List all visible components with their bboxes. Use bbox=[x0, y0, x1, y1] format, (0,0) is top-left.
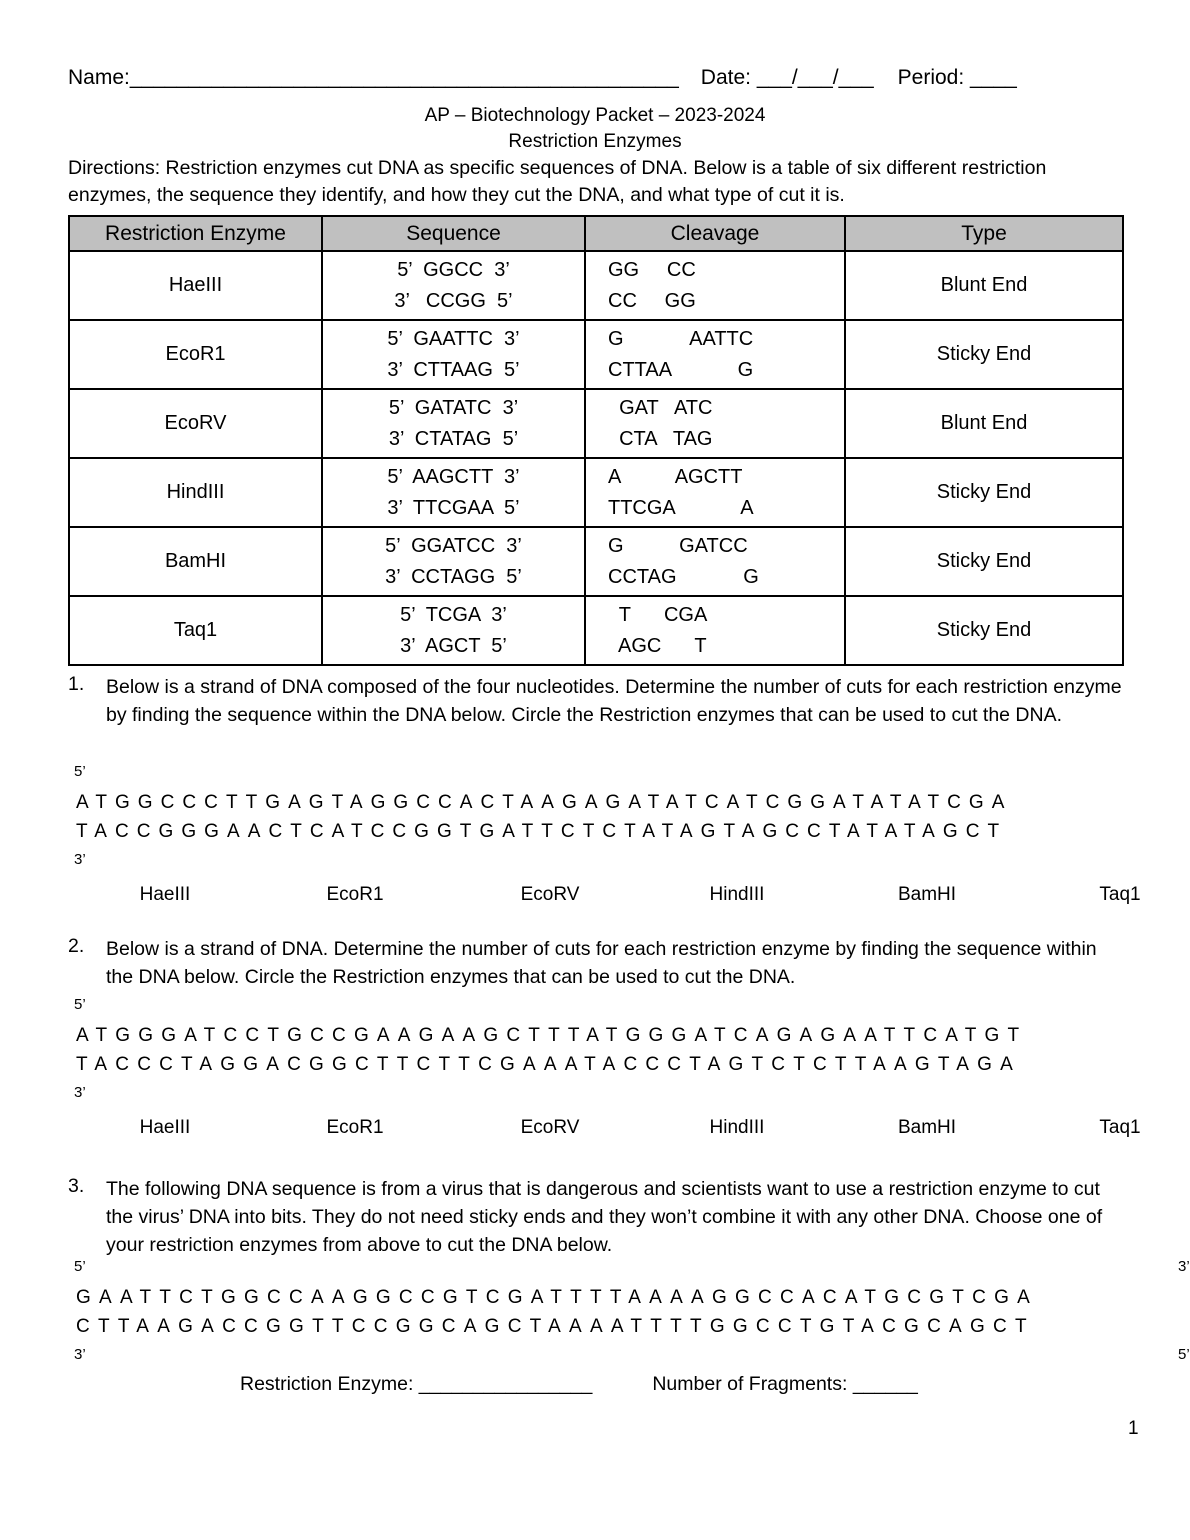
table-row bbox=[69, 320, 1123, 389]
cleavage-bottom: CC GG bbox=[608, 289, 696, 312]
number-of-fragments-answer-blank[interactable]: Number of Fragments: ______ bbox=[652, 1373, 918, 1395]
sequence-bottom: 3’ CCTAGG 5’ bbox=[385, 565, 522, 588]
column-header-enzyme: Restriction Enzyme bbox=[69, 216, 322, 251]
table-row bbox=[69, 596, 1123, 665]
enzyme-name: EcoR1 bbox=[69, 320, 322, 389]
q1-enzyme-option-haeiii[interactable]: HaeIII bbox=[139, 884, 191, 905]
sequence-bottom: 3’ CCGG 5’ bbox=[394, 289, 513, 312]
sequence-top: 5’ AAGCTT 3’ bbox=[387, 465, 520, 488]
sequence-bottom: 3’ CTATAG 5’ bbox=[388, 427, 519, 450]
q1-prime-3-bottom: 3’ bbox=[74, 851, 86, 868]
q2-dna-top-strand: ATGGGATCCTGCCGAAGAAGCTTTATGGGATCAGAGAATTCATGT bbox=[76, 1025, 1028, 1046]
q3-prime-3-bottom-left: 3’ bbox=[74, 1346, 86, 1363]
sequence-bottom: 3’ AGCT 5’ bbox=[400, 634, 507, 657]
restriction-enzyme-answer-blank[interactable]: Restriction Enzyme: ________________ bbox=[240, 1373, 593, 1395]
packet-title: AP – Biotechnology Packet – 2023-2024 bbox=[424, 105, 766, 126]
cut-type: Blunt End bbox=[845, 251, 1123, 320]
sequence-bottom: 3’ TTCGAA 5’ bbox=[387, 496, 520, 519]
period-blank[interactable]: ____ bbox=[970, 66, 1017, 89]
q3-prime-3-top-right: 3’ bbox=[1178, 1258, 1190, 1275]
q2-enzyme-option-hindiii[interactable]: HindIII bbox=[709, 1117, 765, 1138]
sequence-top: 5’ GGATCC 3’ bbox=[385, 534, 522, 557]
table-row bbox=[69, 389, 1123, 458]
q1-enzyme-option-hindiii[interactable]: HindIII bbox=[709, 884, 765, 905]
q2-enzyme-option-ecor1[interactable]: EcoR1 bbox=[326, 1117, 384, 1138]
sequence-top: 5’ GGCC 3’ bbox=[397, 258, 510, 281]
enzyme-name: Taq1 bbox=[69, 596, 322, 665]
cleavage-bottom: CCTAG G bbox=[608, 565, 759, 588]
name-label: Name: bbox=[68, 66, 130, 89]
cleavage-top: G GATCC bbox=[608, 534, 748, 557]
column-header-type: Type bbox=[845, 216, 1123, 251]
question-3-text: The following DNA sequence is from a virus that is dangerous and scientists want to use a restriction enzyme to cut the virus’ DNA into bits. They do not need sticky ends and they won’t combine it with any other DNA. Choose one of your restriction enzymes from above to cut the DNA below. bbox=[106, 1178, 1103, 1256]
worksheet-subject-title: Restriction Enzymes bbox=[508, 131, 682, 152]
q1-dna-bottom-strand: TACCGGGAACTCATCCGGTGATTCTCTATAGTAGCCTATATAGCT bbox=[76, 821, 1008, 842]
name-blank[interactable]: _______________________________________________ bbox=[129, 66, 679, 89]
table-row bbox=[69, 251, 1123, 320]
q3-prime-5-top-left: 5’ bbox=[74, 1258, 86, 1275]
q1-enzyme-option-ecor1[interactable]: EcoR1 bbox=[326, 884, 384, 905]
sequence-top: 5’ TCGA 3’ bbox=[400, 603, 507, 626]
q2-enzyme-option-bamhi[interactable]: BamHI bbox=[897, 1117, 957, 1138]
cut-type: Blunt End bbox=[845, 389, 1123, 458]
cleavage-top: G AATTC bbox=[608, 327, 754, 350]
question-1 bbox=[68, 673, 1128, 729]
cleavage-top: GAT ATC bbox=[608, 396, 713, 419]
question-2-number: 2. bbox=[68, 935, 85, 957]
q1-enzyme-option-ecorv[interactable]: EcoRV bbox=[520, 884, 580, 905]
q2-dna-bottom-strand: TACCCTAGGACGGCTTCTTCGAAATACCCTAGTCTCTTAAGTAGA bbox=[76, 1054, 1021, 1075]
restriction-enzyme-table bbox=[68, 215, 1124, 666]
table-row bbox=[69, 458, 1123, 527]
sequence-top: 5’ GATATC 3’ bbox=[388, 396, 519, 419]
q2-enzyme-option-taq1[interactable]: Taq1 bbox=[1099, 1117, 1141, 1138]
cleavage-top: A AGCTT bbox=[608, 465, 743, 488]
cut-type: Sticky End bbox=[845, 320, 1123, 389]
cut-type: Sticky End bbox=[845, 458, 1123, 527]
page-number: 1 bbox=[1128, 1418, 1139, 1439]
q2-prime-3-bottom: 3’ bbox=[74, 1084, 86, 1101]
q1-enzyme-option-bamhi[interactable]: BamHI bbox=[897, 884, 957, 905]
date-label: Date: bbox=[700, 66, 751, 89]
cut-type: Sticky End bbox=[845, 527, 1123, 596]
enzyme-name: HaeIII bbox=[69, 251, 322, 320]
question-1-text: Below is a strand of DNA composed of the four nucleotides. Determine the number of cuts for each restriction enzyme by finding the sequence within the DNA below. Circle the Restriction enzymes that can be used to cut the DNA. bbox=[106, 676, 1122, 726]
period-label: Period: bbox=[897, 66, 965, 89]
question-3-number: 3. bbox=[68, 1175, 85, 1197]
column-header-cleavage: Cleavage bbox=[585, 216, 845, 251]
cleavage-bottom: CTTAA G bbox=[608, 358, 754, 381]
question-1-number: 1. bbox=[68, 673, 85, 695]
q3-dna-top-strand: GAATTCTGGCCAAGGCCGTCGATTTTAAAAGGCCACATGCGTCGA bbox=[76, 1287, 1039, 1308]
cleavage-bottom: TTCGA A bbox=[608, 496, 754, 519]
enzyme-name: HindIII bbox=[69, 458, 322, 527]
q3-prime-5-bottom-right: 5’ bbox=[1178, 1346, 1190, 1363]
enzyme-name: BamHI bbox=[69, 527, 322, 596]
enzyme-name: EcoRV bbox=[69, 389, 322, 458]
table-header-row bbox=[69, 216, 1123, 251]
q2-enzyme-option-ecorv[interactable]: EcoRV bbox=[520, 1117, 580, 1138]
cleavage-bottom: AGC T bbox=[608, 634, 707, 657]
q2-prime-5-top: 5’ bbox=[74, 996, 86, 1013]
column-header-sequence: Sequence bbox=[322, 216, 585, 251]
q1-prime-5-top: 5’ bbox=[74, 763, 86, 780]
cleavage-top: T CGA bbox=[608, 603, 708, 626]
sequence-bottom: 3’ CTTAAG 5’ bbox=[387, 358, 520, 381]
q2-enzyme-option-haeiii[interactable]: HaeIII bbox=[139, 1117, 191, 1138]
cleavage-top: GG CC bbox=[608, 258, 696, 281]
directions-text: Directions: Restriction enzymes cut DNA as specific sequences of DNA. Below is a table of six different restriction enzymes, the sequence they identify, and how they cut the DNA, and what type of cut it is. bbox=[68, 157, 1047, 206]
q1-dna-top-strand: ATGGCCCTTGAGTAGGCCACTAAGAGATATCATCGGATATATCGA bbox=[76, 792, 1013, 813]
sequence-top: 5’ GAATTC 3’ bbox=[387, 327, 520, 350]
question-3-answer-row bbox=[240, 1373, 918, 1396]
cut-type: Sticky End bbox=[845, 596, 1123, 665]
q1-enzyme-option-taq1[interactable]: Taq1 bbox=[1099, 884, 1141, 905]
question-2-text: Below is a strand of DNA. Determine the number of cuts for each restriction enzyme by finding the sequence within the DNA below. Circle the Restriction enzymes that can be used to cut the DNA. bbox=[106, 938, 1097, 988]
q3-dna-bottom-strand: CTTAAGACCGGTTCCGGCAGCTAAAATTTTGGCCTGTACGCAGCT bbox=[76, 1316, 1035, 1337]
student-info-header bbox=[68, 66, 1128, 90]
question-2 bbox=[68, 935, 1128, 991]
date-blank[interactable]: ___/___/___ bbox=[756, 66, 874, 89]
cleavage-bottom: CTA TAG bbox=[608, 427, 713, 450]
table-row bbox=[69, 527, 1123, 596]
question-3 bbox=[68, 1175, 1128, 1259]
